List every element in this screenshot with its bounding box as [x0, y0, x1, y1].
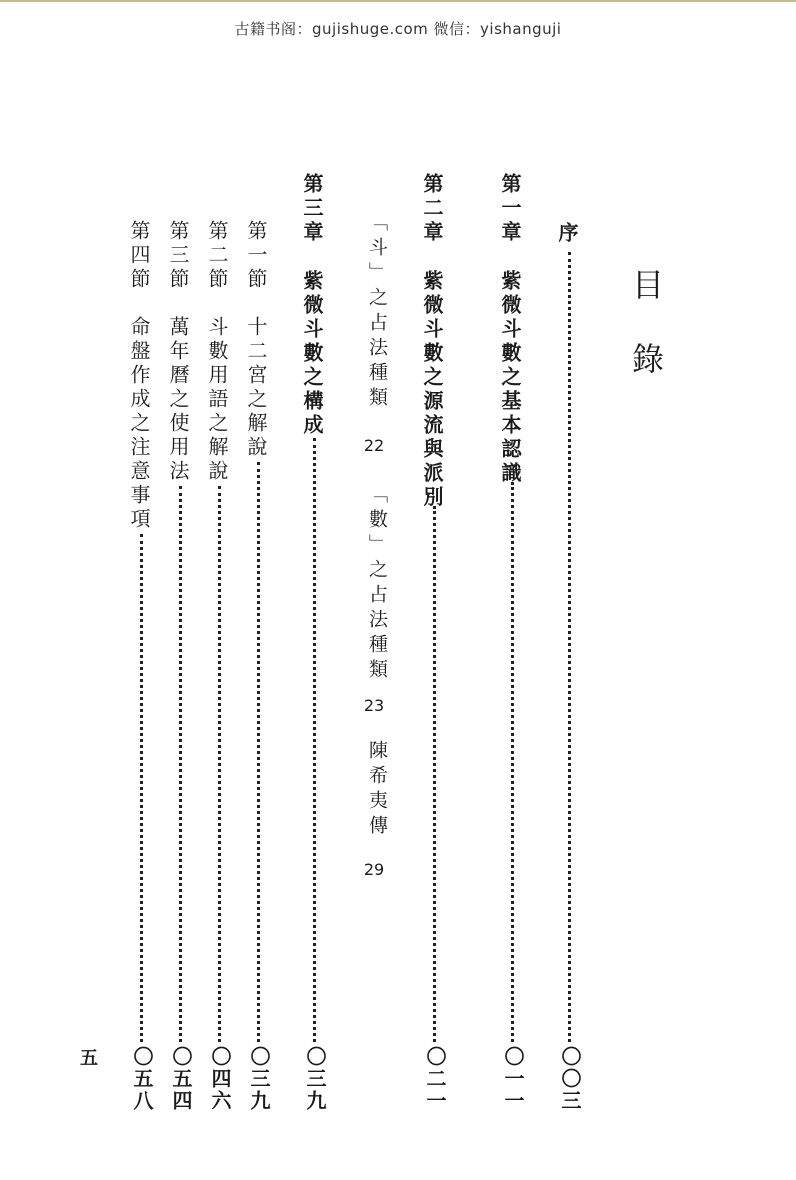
toc-entry-chapter-2[interactable]: [418, 0, 452, 1180]
leader-dots: [433, 506, 436, 1042]
toc-entry-label: 第三章: [300, 173, 324, 245]
sub-note-3: 陳希夷傳: [366, 740, 388, 840]
sub-note-1: 「斗」之占法種類: [366, 212, 388, 412]
toc-entry-section-4[interactable]: [125, 0, 159, 1180]
toc-entry-label: 第二節: [205, 220, 229, 292]
toc-entry-page: 〇五八: [130, 1046, 154, 1112]
toc-entry-section-2[interactable]: [203, 0, 237, 1180]
toc-entry-label: 第三節: [166, 220, 190, 292]
sub-note-3-page: 29: [363, 860, 385, 879]
toc-entry-chapter-3[interactable]: [298, 0, 332, 1180]
toc-entry-title: 序: [555, 222, 579, 246]
toc-entry-chapter-1[interactable]: [496, 0, 530, 1180]
sub-note-2-page: 23: [363, 696, 385, 715]
top-rule: [0, 0, 796, 2]
toc-entry-page: 〇四六: [208, 1046, 232, 1112]
toc-entry-label: 第一章: [498, 173, 522, 245]
toc-entry-page: 〇二一: [423, 1046, 447, 1112]
toc-entry-section-3[interactable]: [164, 0, 198, 1180]
page-number: 五: [80, 1048, 98, 1069]
toc-entry-title: 紫微斗數之構成: [300, 270, 324, 438]
toc-entry-title: 命盤作成之注意事項: [127, 316, 151, 532]
toc-entry-preface[interactable]: [553, 0, 587, 1180]
leader-dots: [179, 486, 182, 1042]
toc-entry-title: 紫微斗數之基本認識: [498, 270, 522, 486]
title-char-1: 目: [631, 266, 664, 304]
sub-note-2: 「數」之占法種類: [366, 484, 388, 684]
page-title: [628, 268, 668, 376]
leader-dots: [568, 252, 571, 1042]
leader-dots: [511, 482, 514, 1042]
toc-entry-title: 紫微斗數之源流與派別: [420, 270, 444, 510]
toc-entry-title: 萬年曆之使用法: [166, 316, 190, 484]
sub-note-1-page: 22: [363, 436, 385, 455]
toc-entry-label: 第四節: [127, 220, 151, 292]
toc-entry-label: 第二章: [420, 173, 444, 245]
toc-entry-page: 〇〇三: [558, 1046, 582, 1112]
toc-entry-page: 〇一一: [501, 1046, 525, 1112]
leader-dots: [218, 486, 221, 1042]
toc-entry-page: 〇三九: [247, 1046, 271, 1112]
toc-entry-page: 〇五四: [169, 1046, 193, 1112]
toc-entry-title: 十二宮之解說: [244, 316, 268, 460]
toc-entry-label: 第一節: [244, 220, 268, 292]
leader-dots: [140, 534, 143, 1042]
title-char-2: 錄: [631, 340, 664, 378]
toc-entry-page: 〇三九: [303, 1046, 327, 1112]
leader-dots: [313, 438, 316, 1042]
toc-entry-title: 斗數用語之解說: [205, 316, 229, 484]
toc-entry-section-1[interactable]: [242, 0, 276, 1180]
leader-dots: [257, 462, 260, 1042]
watermark: 古籍书阁：gujishuge.com 微信：yishanguji: [234, 20, 562, 38]
